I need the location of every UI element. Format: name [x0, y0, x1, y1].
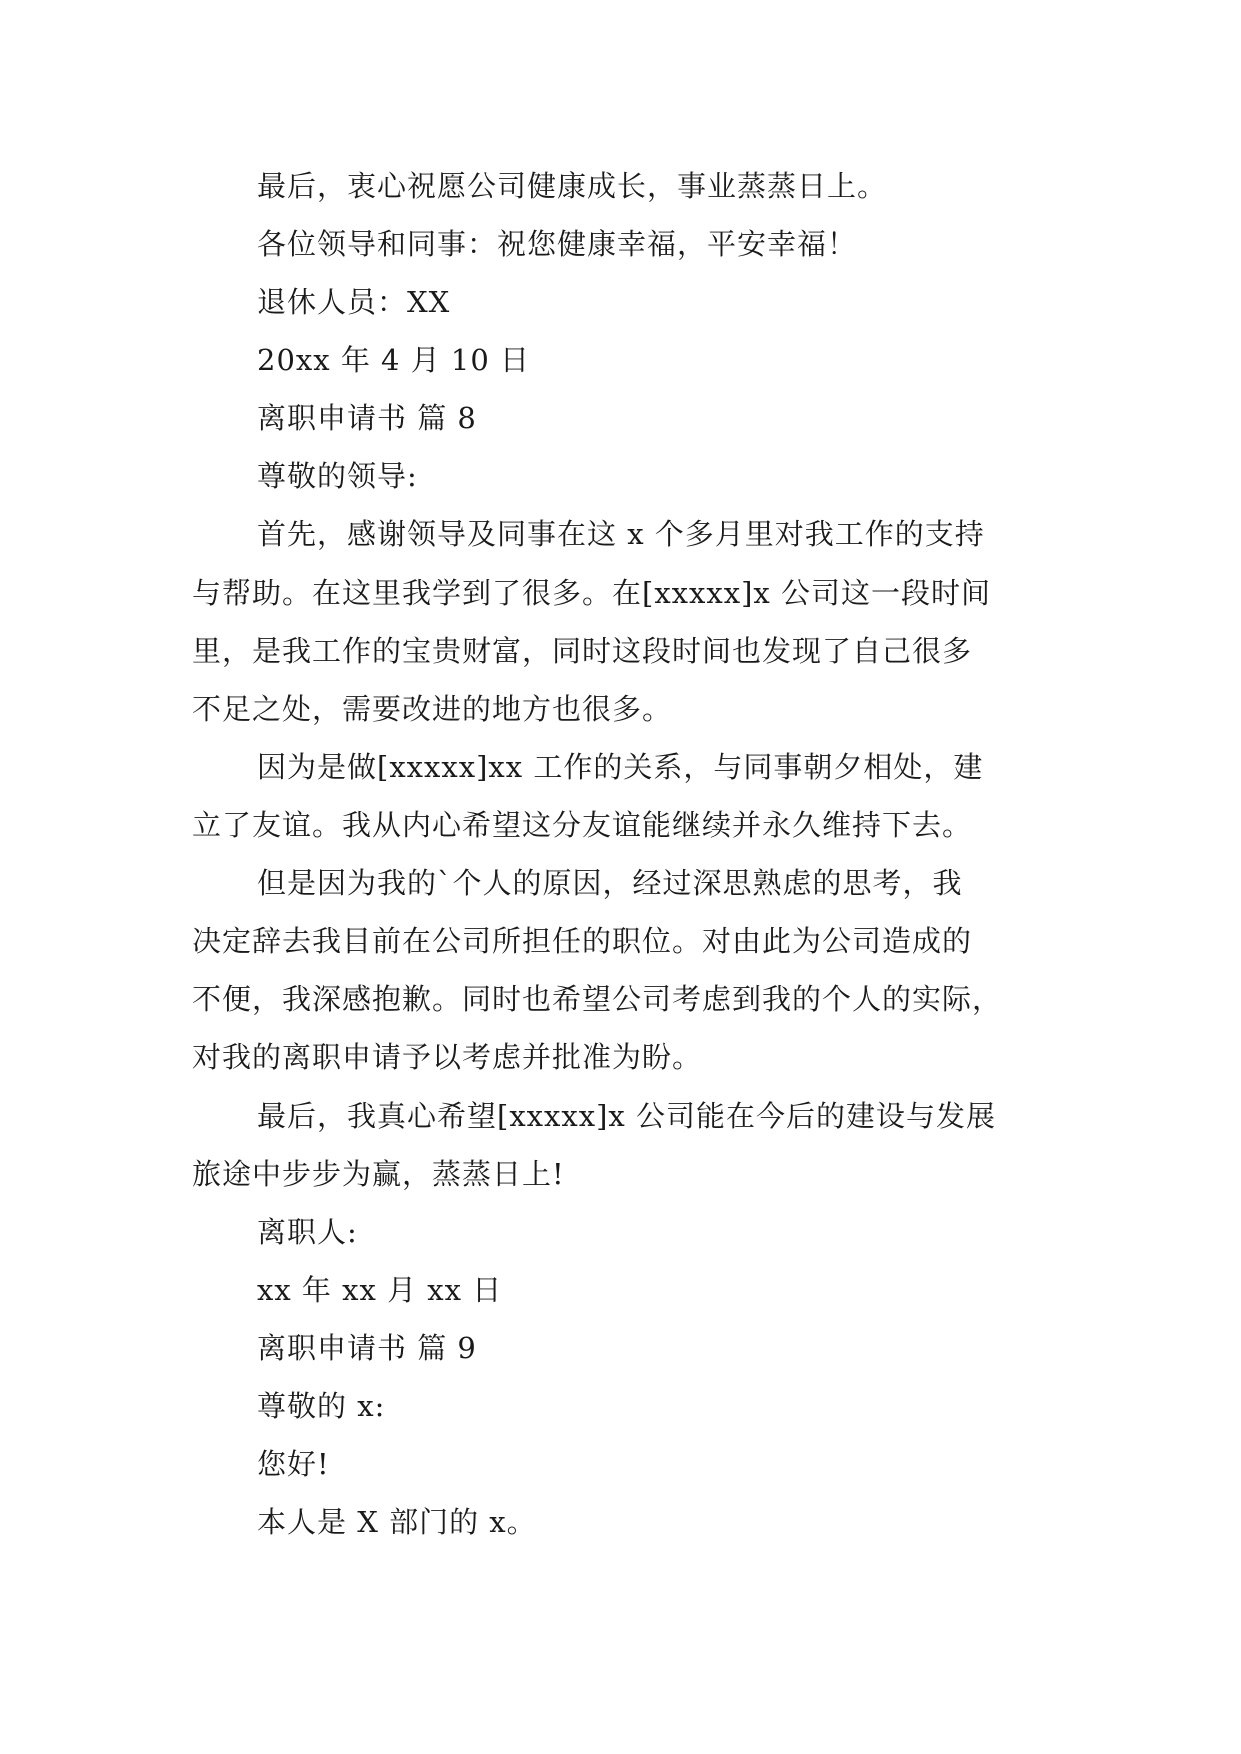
salutation-9: 尊敬的 x: [257, 1389, 386, 1423]
date-line: 20xx 年 4 月 10 日 [257, 343, 531, 377]
section-title-9: 离职申请书 篇 9 [257, 1331, 477, 1365]
intro-line: 本人是 X 部门的 x。 [257, 1505, 537, 1539]
closing-wish-line: 最后，衷心祝愿公司健康成长，事业蒸蒸日上。 [257, 169, 888, 203]
paragraph-1-line-1: 首先，感谢领导及同事在这 x 个多月里对我工作的支持 [257, 517, 985, 551]
paragraph-1-line-3: 里，是我工作的宝贵财富，同时这段时间也发现了自己很多 [192, 634, 973, 668]
paragraph-3-line-4: 对我的离职申请予以考虑并批准为盼。 [192, 1040, 703, 1074]
resigner-signature: 离职人: [257, 1215, 358, 1249]
retiree-signature: 退休人员：XX [257, 285, 451, 319]
paragraph-3-line-1: 但是因为我的`个人的原因，经过深思熟虑的思考，我 [257, 866, 963, 900]
paragraph-4-line-2: 旅途中步步为赢，蒸蒸日上! [192, 1157, 565, 1191]
paragraph-2-line-2: 立了友谊。我从内心希望这分友谊能继续并永久维持下去。 [192, 808, 973, 842]
paragraph-1-line-4: 不足之处，需要改进的地方也很多。 [192, 692, 673, 726]
resign-date-line: xx 年 xx 月 xx 日 [257, 1273, 503, 1307]
paragraph-2-line-1: 因为是做[xxxxx]xx 工作的关系，与同事朝夕相处，建 [257, 750, 984, 784]
paragraph-3-line-3: 不便，我深感抱歉。同时也希望公司考虑到我的个人的实际， [192, 982, 1003, 1016]
greeting-line: 各位领导和同事：祝您健康幸福，平安幸福！ [257, 227, 858, 261]
paragraph-1-line-2: 与帮助。在这里我学到了很多。在[xxxxx]x 公司这一段时间 [192, 576, 991, 610]
salutation: 尊敬的领导: [257, 459, 418, 493]
hello-line: 您好! [257, 1447, 330, 1481]
paragraph-3-line-2: 决定辞去我目前在公司所担任的职位。对由此为公司造成的 [192, 924, 973, 958]
section-title-8: 离职申请书 篇 8 [257, 401, 477, 435]
paragraph-4-line-1: 最后，我真心希望[xxxxx]x 公司能在今后的建设与发展 [257, 1099, 996, 1133]
